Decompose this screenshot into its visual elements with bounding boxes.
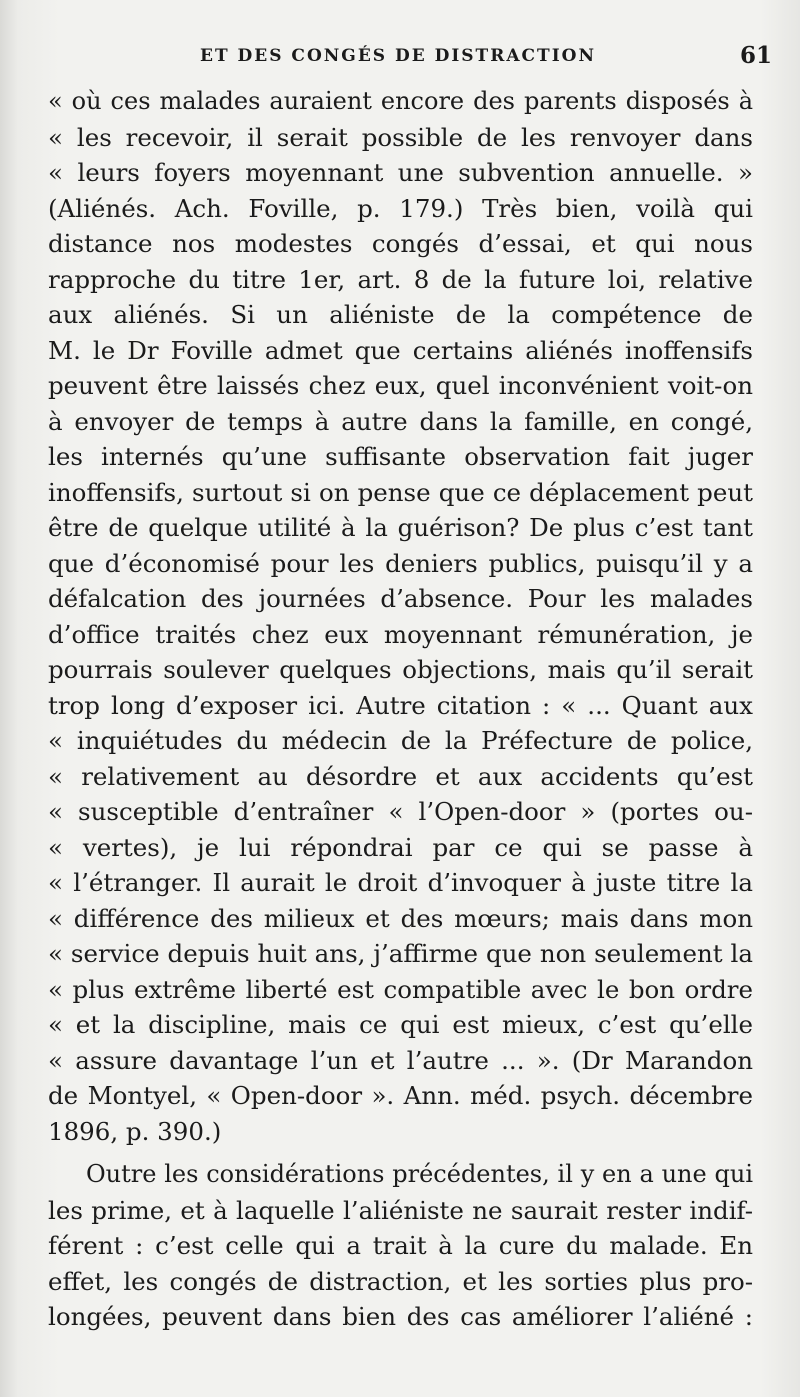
text-line: « assure davantage l’un et l’autre ... ». (Dr Marandon [48,1045,753,1075]
text-line: défalcation des journées d’absence. Pour les malades [48,584,753,613]
text-line: « vertes), je lui répondrai par ce qui se passe à [48,832,753,862]
paragraph-gap [48,1149,753,1157]
text-line: férent : c’est celle qui a trait à la cure du malade. En [48,1231,753,1260]
text-line: de Montyel, « Open-door ». Ann. méd. psych. décembre [48,1081,753,1110]
text-line: à envoyer de temps à autre dans la famille, en congé, [48,406,753,436]
text-line: que d’économisé pour les deniers publics, puisqu’il y a [48,548,753,578]
text-line: distance nos modestes congés d’essai, et qui nous [48,229,753,258]
text-line: M. le Dr Foville admet que certains aliénés inoffensifs [48,335,753,365]
text-line: rapproche du titre 1er, art. 8 de la future loi, relative [48,264,753,294]
text-line: peuvent être laissés chez eux, quel inconvénient voit-on [48,371,753,400]
text-line: d’office traités chez eux moyennant rémunération, je [48,619,753,649]
text-line: effet, les congés de distraction, et les sorties plus pro- [48,1266,753,1296]
text-line: longées, peuvent dans bien des cas améliorer l’aliéné : [48,1302,753,1331]
text-line: être de quelque utilité à la guérison? De plus c’est tant [48,513,753,542]
text-line: « susceptible d’entraîner « l’Open-door » (portes ou- [48,797,753,826]
text-line: « inquiétudes du médecin de la Préfecture de police, [48,726,753,755]
text-line: pourrais soulever quelques objections, mais qu’il serait [48,655,753,684]
text-line: les internés qu’une suffisante observation fait juger [48,442,753,471]
text-line: (Aliénés. Ach. Foville, p. 179.) Très bien, voilà qui [48,193,753,223]
text-line: 1896, p. 390.) [48,1116,222,1146]
text-line: « les recevoir, il serait possible de les renvoyer dans [48,122,753,152]
text-line: « leurs foyers moyennant une subvention annuelle. » [48,158,753,187]
page-number: 61 [739,42,772,69]
text-line: les prime, et à laquelle l’aliéniste ne saurait rester indif- [48,1195,753,1225]
page-header [50,40,772,74]
text-line: inoffensifs, surtout si on pense que ce déplacement peut [48,477,753,507]
body-text [48,84,753,1335]
text-line: aux aliénés. Si un aliéniste de la compétence de [48,300,753,329]
text-line: « et la discipline, mais ce qui est mieux, c’est qu’elle [48,1010,753,1039]
text-line: « où ces malades auraient encore des parents disposés à [48,87,753,115]
running-title: ET DES CONGÉS DE DISTRACTION [200,46,597,66]
paragraph-2 [48,1157,753,1335]
text-line: « relativement au désordre et aux accidents qu’est [48,761,753,791]
text-line: « plus extrême liberté est compatible avec le bon ordre [48,974,753,1004]
paragraph-1 [48,84,753,1149]
text-line: Outre les considérations précédentes, il y en a une qui [86,1160,753,1188]
text-line: « service depuis huit ans, j’affirme que non seulement la [48,939,753,968]
text-line: « l’étranger. Il aurait le droit d’invoquer à juste titre la [48,868,753,897]
text-line: « différence des milieux et des mœurs; mais dans mon [48,903,753,933]
text-line: trop long d’exposer ici. Autre citation : « ... Quant aux [48,690,753,720]
